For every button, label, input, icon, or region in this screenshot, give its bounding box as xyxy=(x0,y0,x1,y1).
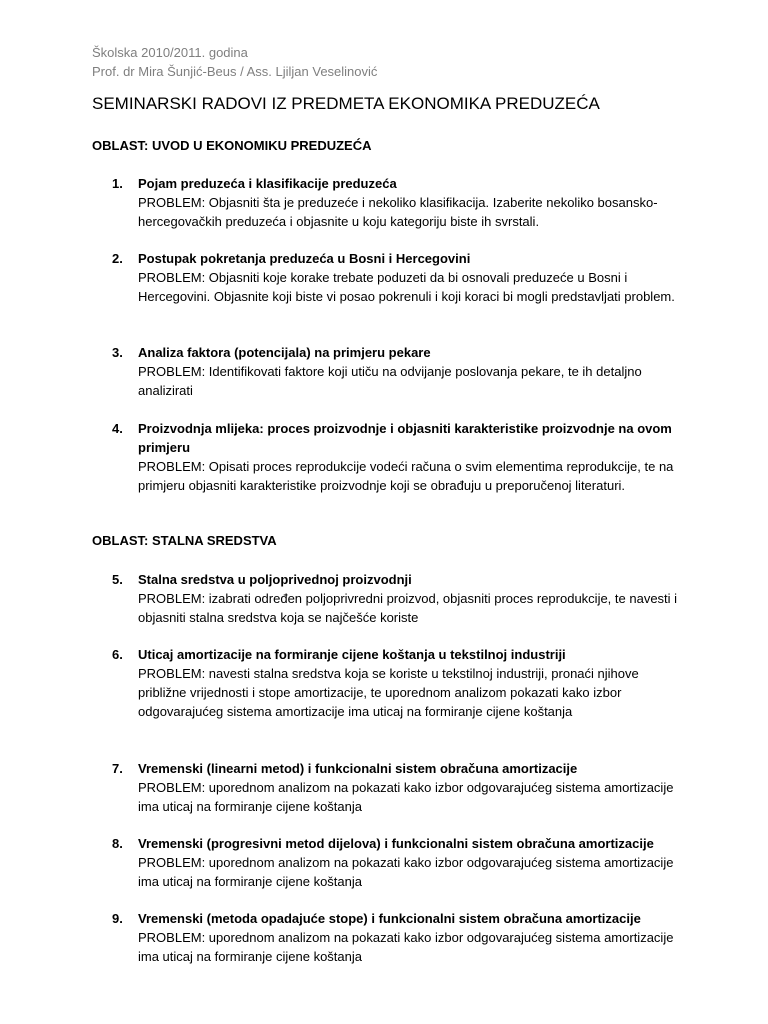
list-item xyxy=(112,571,682,628)
item-number: 8. xyxy=(112,836,123,851)
list-item xyxy=(112,646,682,722)
item-problem: PROBLEM: navesti stalna sredstva koja se koriste u tekstilnoj industriji, pronaći njihove približne vrijednosti i stope amortizacije, te uporednom analizom pokazati kako izbor odgovarajućeg sistema amortizacije ima uticaj na formiranje cijene koštanja xyxy=(138,665,639,719)
item-number: 6. xyxy=(112,647,123,662)
list-item xyxy=(112,835,682,892)
list-item xyxy=(112,420,682,496)
item-title: Analiza faktora (potencijala) na primjeru pekare xyxy=(138,345,431,360)
item-number: 7. xyxy=(112,761,123,776)
item-problem: PROBLEM: Objasniti koje korake trebate poduzeti da bi osnovali preduzeće u Bosni i Hercegovini. Objasnite koji biste vi posao pokrenuli i koji koraci bi mogli predstavljati problem. xyxy=(138,269,675,304)
item-problem: PROBLEM: Opisati proces reprodukcije vodeći računa o svim elementima reprodukcije, te na primjeru objasniti karakteristike proizvodnje koji se obrađuju u preporučenoj literaturi. xyxy=(138,458,674,493)
document-title: SEMINARSKI RADOVI IZ PREDMETA EKONOMIKA PREDUZEĆA xyxy=(92,94,600,113)
item-title: Proizvodnja mlijeka: proces proizvodnje i objasniti karakteristike proizvodnje na ovom primjeru xyxy=(138,421,672,455)
item-title: Vremenski (linearni metod) i funkcionalni sistem obračuna amortizacije xyxy=(138,761,578,776)
item-title: Vremenski (progresivni metod dijelova) i funkcionalni sistem obračuna amortizacije xyxy=(138,836,654,851)
section-heading: OBLAST: STALNA SREDSTVA xyxy=(92,533,277,548)
list-item xyxy=(112,344,682,401)
item-problem: PROBLEM: Identifikovati faktore koji utiču na odvijanje poslovanja pekare, te ih detaljno analizirati xyxy=(138,363,642,398)
item-problem: PROBLEM: Objasniti šta je preduzeće i nekoliko klasifikacija. Izaberite nekoliko bosansko-hercegovačkih preduzeća i objasnite u koju kategoriju biste ih svrstali. xyxy=(138,194,658,229)
section-heading: OBLAST: UVOD U EKONOMIKU PREDUZEĆA xyxy=(92,138,372,153)
item-problem: PROBLEM: izabrati određen poljoprivredni proizvod, objasniti proces reprodukcije, te navesti i objasniti stalna sredstva koja se najčešće koriste xyxy=(138,590,678,625)
item-title: Stalna sredstva u poljoprivednoj proizvodnji xyxy=(138,572,412,587)
list-item xyxy=(112,760,682,817)
item-number: 3. xyxy=(112,345,123,360)
item-title: Postupak pokretanja preduzeća u Bosni i Hercegovini xyxy=(138,251,471,266)
list-item xyxy=(112,250,682,307)
item-problem: PROBLEM: uporednom analizom na pokazati kako izbor odgovarajućeg sistema amortizacije ima uticaj na formiranje cijene koštanja xyxy=(138,929,674,964)
item-title: Vremenski (metoda opadajuće stope) i funkcionalni sistem obračuna amortizacije xyxy=(138,911,641,926)
item-number: 5. xyxy=(112,572,123,587)
item-number: 1. xyxy=(112,176,123,191)
item-problem: PROBLEM: uporednom analizom na pokazati kako izbor odgovarajućeg sistema amortizacije ima uticaj na formiranje cijene koštanja xyxy=(138,854,674,889)
item-number: 2. xyxy=(112,251,123,266)
authors-line: Prof. dr Mira Šunjić-Beus / Ass. Ljiljan Veselinović xyxy=(92,64,378,79)
item-number: 9. xyxy=(112,911,123,926)
item-title: Pojam preduzeća i klasifikacije preduzeća xyxy=(138,176,397,191)
list-item xyxy=(112,910,682,967)
item-title: Uticaj amortizacije na formiranje cijene koštanja u tekstilnoj industriji xyxy=(138,647,566,662)
list-item xyxy=(112,175,682,232)
item-number: 4. xyxy=(112,421,123,436)
item-problem: PROBLEM: uporednom analizom na pokazati kako izbor odgovarajućeg sistema amortizacije ima uticaj na formiranje cijene koštanja xyxy=(138,779,674,814)
school-year: Školska 2010/2011. godina xyxy=(92,45,248,60)
